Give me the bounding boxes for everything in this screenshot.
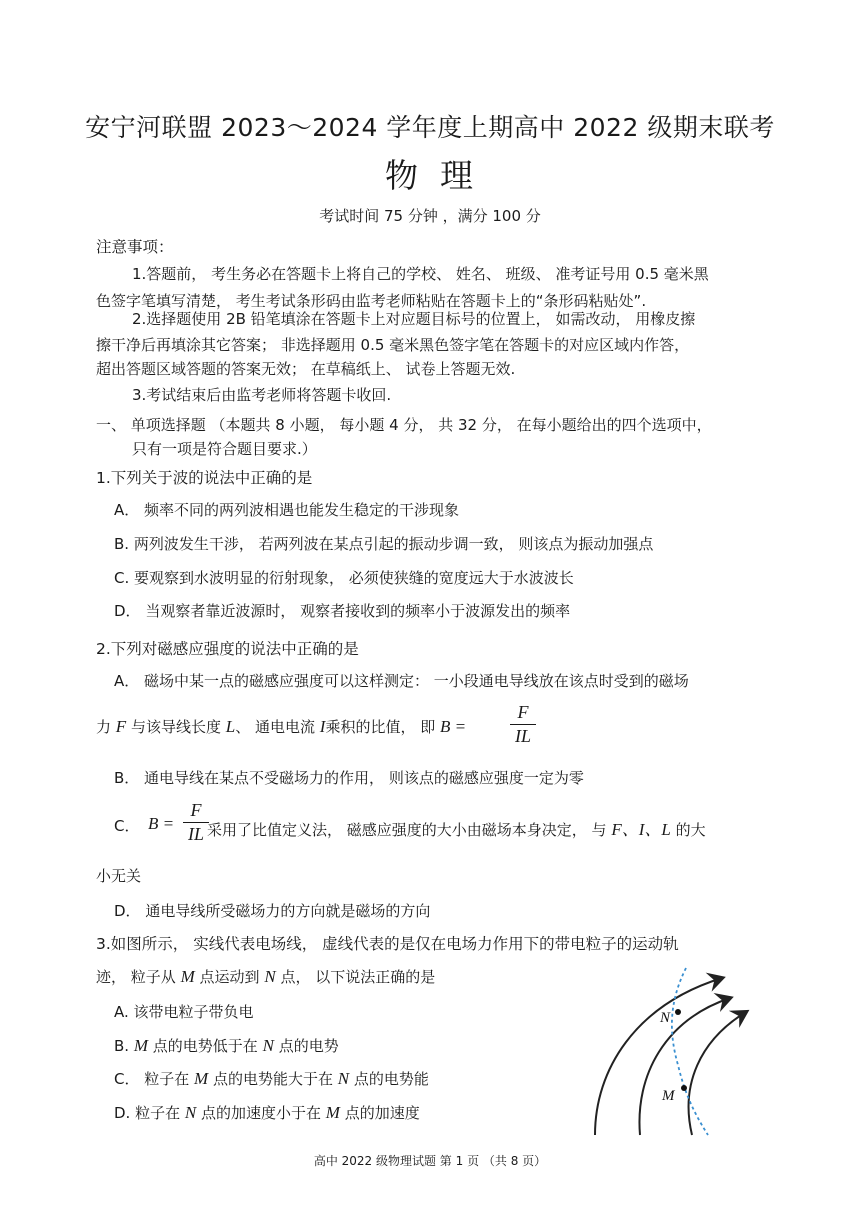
- q2-option-c-label: C．: [114, 817, 140, 835]
- q2-option-d: D． 通电导线所受磁场力的方向就是磁场的方向: [114, 902, 431, 920]
- q3-c-var-m: M: [194, 1069, 209, 1088]
- subject-title: 物理: [385, 156, 495, 195]
- q2-a-text-4: 乘积的比值， 即: [325, 718, 436, 736]
- q2-option-a-line-2: [96, 716, 466, 737]
- q2-option-c-line-1: [207, 815, 706, 840]
- q2-c-formula-numerator: F: [190, 800, 202, 820]
- point-n-label: N: [660, 1010, 671, 1026]
- notice-item-2-line-1: 2.选择题使用 2B 铅笔填涂在答题卡上对应题目标号的位置上， 如需改动， 用橡皮擦: [132, 310, 696, 328]
- q3-c-var-n: N: [337, 1069, 350, 1088]
- notice-item-3: 3.考试结束后由监考老师将答题卡收回.: [132, 386, 392, 404]
- point-m-dot: [681, 1085, 687, 1091]
- q3-electric-field-figure: [580, 960, 760, 1140]
- q2-a-formula-numerator: F: [517, 702, 529, 722]
- q3-stem-var-m: M: [180, 967, 195, 986]
- q2-a-text-3: 、 通电电流: [235, 718, 316, 736]
- field-line-3: [689, 1012, 746, 1135]
- exam-title: 安宁河联盟 2023～2024 学年度上期高中 2022 级期末联考: [85, 113, 775, 142]
- page-footer: 高中 2022 级物理试题 第 1 页 （共 8 页）: [313, 1154, 547, 1168]
- q2-c-formula-denominator: IL: [187, 824, 204, 844]
- q2-a-formula-lhs: B =: [440, 717, 467, 736]
- q2-c-formula-lhs: B =: [148, 814, 175, 833]
- q2-option-a-line-1: A． 磁场中某一点的磁感应强度可以这样测定： 一小段通电导线放在该点时受到的磁场: [114, 672, 689, 690]
- q2-option-b: B． 通电导线在某点不受磁场力的作用， 则该点的磁感应强度一定为零: [114, 769, 584, 787]
- q3-c-text-2: 点的电势能大于在: [212, 1070, 333, 1088]
- q3-d-text-2: 点的加速度小于在: [201, 1104, 322, 1122]
- particle-trajectory: [672, 968, 708, 1135]
- q3-option-c: [114, 1068, 429, 1089]
- q3-b-text-2: 点的电势低于在: [152, 1037, 258, 1055]
- q1-option-d: D． 当观察者靠近波源时， 观察者接收到的频率小于波源发出的频率: [114, 602, 571, 620]
- notice-item-1-line-1: 1.答题前， 考生务必在答题卡上将自己的学校、 姓名、 班级、 准考证号用 0.5 毫米黑: [132, 265, 709, 283]
- q2-option-c-line-2: 小无关: [96, 867, 142, 885]
- q3-b-var-m: M: [133, 1036, 149, 1055]
- q3-b-text-1: B.: [114, 1037, 130, 1055]
- q2-a-var-l: L: [225, 717, 236, 736]
- field-line-1: [595, 978, 722, 1135]
- q2-a-text-2: 与该导线长度: [130, 718, 221, 736]
- q2-c-formula-fraction: [183, 800, 209, 845]
- notice-item-2-line-2: 擦干净后再填涂其它答案； 非选择题用 0.5 毫米黑色签字笔在答题卡的对应区域内作答，: [96, 336, 690, 354]
- q2-a-formula-fraction: [510, 702, 536, 747]
- q3-option-b: [114, 1035, 339, 1056]
- q2-c-vars: F、I、L: [611, 820, 671, 839]
- q3-c-text-3: 点的电势能: [353, 1070, 429, 1088]
- q1-option-b: B. 两列波发生干涉， 若两列波在某点引起的振动步调一致， 则该点为振动加强点: [114, 535, 654, 553]
- q3-stem-text-2: 点运动到: [199, 968, 260, 986]
- q3-d-text-3: 点的加速度: [344, 1104, 420, 1122]
- q3-stem-line-1: 3.如图所示， 实线代表电场线， 虚线代表的是仅在电场力作用下的带电粒子的运动轨: [96, 935, 679, 953]
- notice-item-2-line-3: 超出答题区域答题的答案无效； 在草稿纸上、 试卷上答题无效.: [96, 360, 516, 378]
- field-line-2: [639, 998, 730, 1135]
- q2-a-formula-denominator: IL: [514, 726, 531, 746]
- q3-stem-var-n: N: [264, 967, 276, 986]
- q2-a-formula-bar: [510, 724, 536, 725]
- q1-stem: 1.下列关于波的说法中正确的是: [96, 469, 313, 487]
- point-n-dot: [675, 1009, 681, 1015]
- section-1-heading-line-1: 一、 单项选择题 （本题共 8 小题， 每小题 4 分， 共 32 分， 在每小题给出的四个选项中，: [96, 416, 712, 434]
- q2-c-tail: 的大: [675, 821, 706, 839]
- q3-d-var-n: N: [184, 1103, 197, 1122]
- q1-option-c: C. 要观察到水波明显的衍射现象， 必须使狭缝的宽度远大于水波波长: [114, 569, 574, 587]
- q3-b-text-3: 点的电势: [278, 1037, 339, 1055]
- q3-d-var-m: M: [325, 1103, 340, 1122]
- q1-option-a: A． 频率不同的两列波相遇也能发生稳定的干涉现象: [114, 501, 460, 519]
- q2-c-formula-bar: [183, 822, 209, 823]
- q3-stem-text-3: 点， 以下说法正确的是: [280, 968, 436, 986]
- q3-d-text-1: D. 粒子在: [114, 1104, 181, 1122]
- q2-a-var-f: F: [115, 717, 127, 736]
- q3-stem-line-2: [96, 966, 435, 987]
- exam-time-info: 考试时间 75 分钟 ，满分 100 分: [319, 207, 541, 225]
- q3-c-text-1: C． 粒子在: [114, 1070, 190, 1088]
- q2-stem: 2.下列对磁感应强度的说法中正确的是: [96, 640, 359, 658]
- q3-option-d: [114, 1102, 420, 1123]
- q3-option-a: A. 该带电粒子带负电: [114, 1003, 254, 1021]
- notice-item-1-line-2: 色签字笔填写清楚， 考生考试条形码由监考老师粘贴在答题卡上的“条形码粘贴处”.: [96, 292, 647, 310]
- notice-heading: 注意事项：: [96, 238, 174, 256]
- q3-stem-text-1: 迹， 粒子从: [96, 968, 176, 986]
- q2-c-text: 采用了比值定义法， 磁感应强度的大小由磁场本身决定， 与: [207, 821, 607, 839]
- section-1-heading-line-2: 只有一项是符合题目要求.）: [132, 440, 317, 458]
- point-m-label: M: [662, 1088, 675, 1104]
- q2-a-var-i: I: [319, 717, 326, 736]
- q2-a-text-1: 力: [96, 718, 112, 736]
- q3-b-var-n: N: [262, 1036, 274, 1055]
